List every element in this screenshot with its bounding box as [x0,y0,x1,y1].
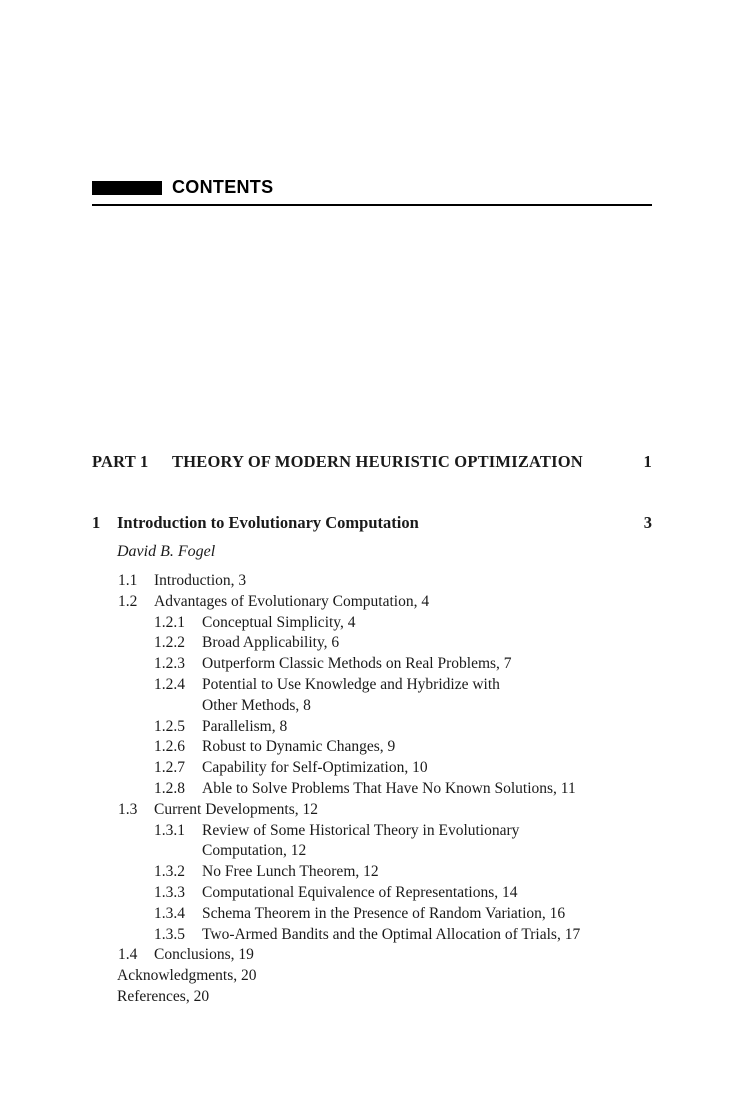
entry-text: Schema Theorem in the Presence of Random Variation, 16 [202,904,566,922]
entry-text: Robust to Dynamic Changes, 9 [202,738,396,756]
chapter-author: David B. Fogel [117,543,216,560]
part-heading [92,452,652,472]
entry-text: Capability for Self-Optimization, 10 [202,759,428,777]
entry-number: 1.2.7 [154,759,185,777]
entry-number: 1.3 [118,800,138,818]
header-rule [92,204,652,206]
part-label: PART 1 [92,452,149,471]
entry-text: No Free Lunch Theorem, 12 [202,863,379,881]
entry-text: Introduction, 3 [154,572,247,589]
entry-number: 1.3.5 [154,925,185,943]
entry-number: 1.1 [118,572,138,589]
toc-entry-acknowledgments [0,966,739,987]
entry-number: 1.2.1 [154,613,185,631]
entry-number: 1.3.2 [154,863,185,881]
entry-text: Acknowledgments, 20 [117,967,257,985]
toc-entry [0,592,739,613]
entry-text: Review of Some Historical Theory in Evolutionary [202,821,520,839]
part-page-number: 1 [643,452,652,471]
entry-text: Other Methods, 8 [202,696,311,714]
entry-text: Computational Equivalence of Representations, 14 [202,883,518,901]
entry-number: 1.2.3 [154,655,185,673]
entry-text: Two-Armed Bandits and the Optimal Allocation of Trials, 17 [202,925,581,943]
toc-entries [0,571,739,1008]
entry-number: 1.2.6 [154,738,185,756]
entry-text: Current Developments, 12 [154,800,319,818]
toc-entry [0,945,739,966]
header-black-bar [92,181,162,195]
chapter-title: Introduction to Evolutionary Computation [117,513,419,532]
toc-entry-references [0,987,739,1008]
entry-number: 1.3.4 [154,904,185,922]
entry-text: References, 20 [117,987,210,1005]
entry-text: Potential to Use Knowledge and Hybridize with [202,675,500,693]
toc-entry [0,821,739,842]
entry-text: Able to Solve Problems That Have No Known Solutions, 11 [202,779,576,797]
entry-text: Conclusions, 19 [154,946,254,964]
contents-header [92,178,652,208]
entry-number: 1.3.3 [154,883,185,901]
toc-entry-continuation [0,841,739,862]
toc-entry [0,904,739,925]
toc-entry [0,654,739,675]
entry-text: Computation, 12 [202,842,307,860]
toc-entry [0,571,739,592]
entry-number: 1.2.5 [154,717,185,735]
entry-number: 1.2.4 [154,675,185,693]
chapter-page-number: 3 [643,513,652,532]
entry-number: 1.2.8 [154,779,185,797]
toc-entry [0,883,739,904]
toc-entry [0,633,739,654]
chapter-heading [92,513,652,533]
entry-text: Outperform Classic Methods on Real Problems, 7 [202,655,512,673]
entry-text: Parallelism, 8 [202,717,288,735]
entry-number: 1.2 [118,592,138,610]
toc-entry-continuation [0,696,739,717]
toc-entry [0,717,739,738]
entry-number: 1.3.1 [154,821,185,839]
toc-entry [0,737,739,758]
toc-entry [0,925,739,946]
toc-entry [0,862,739,883]
part-title: THEORY OF MODERN HEURISTIC OPTIMIZATION [172,452,583,471]
entry-text: Conceptual Simplicity, 4 [202,613,356,631]
chapter-number: 1 [92,513,101,532]
entry-number: 1.2.2 [154,634,185,652]
entry-text: Broad Applicability, 6 [202,634,340,652]
toc-entry [0,758,739,779]
entry-text: Advantages of Evolutionary Computation, 4 [154,592,430,610]
toc-entry [0,779,739,800]
toc-entry [0,613,739,634]
toc-entry [0,675,739,696]
entry-number: 1.4 [118,946,138,964]
toc-entry [0,800,739,821]
contents-title: CONTENTS [172,177,274,197]
